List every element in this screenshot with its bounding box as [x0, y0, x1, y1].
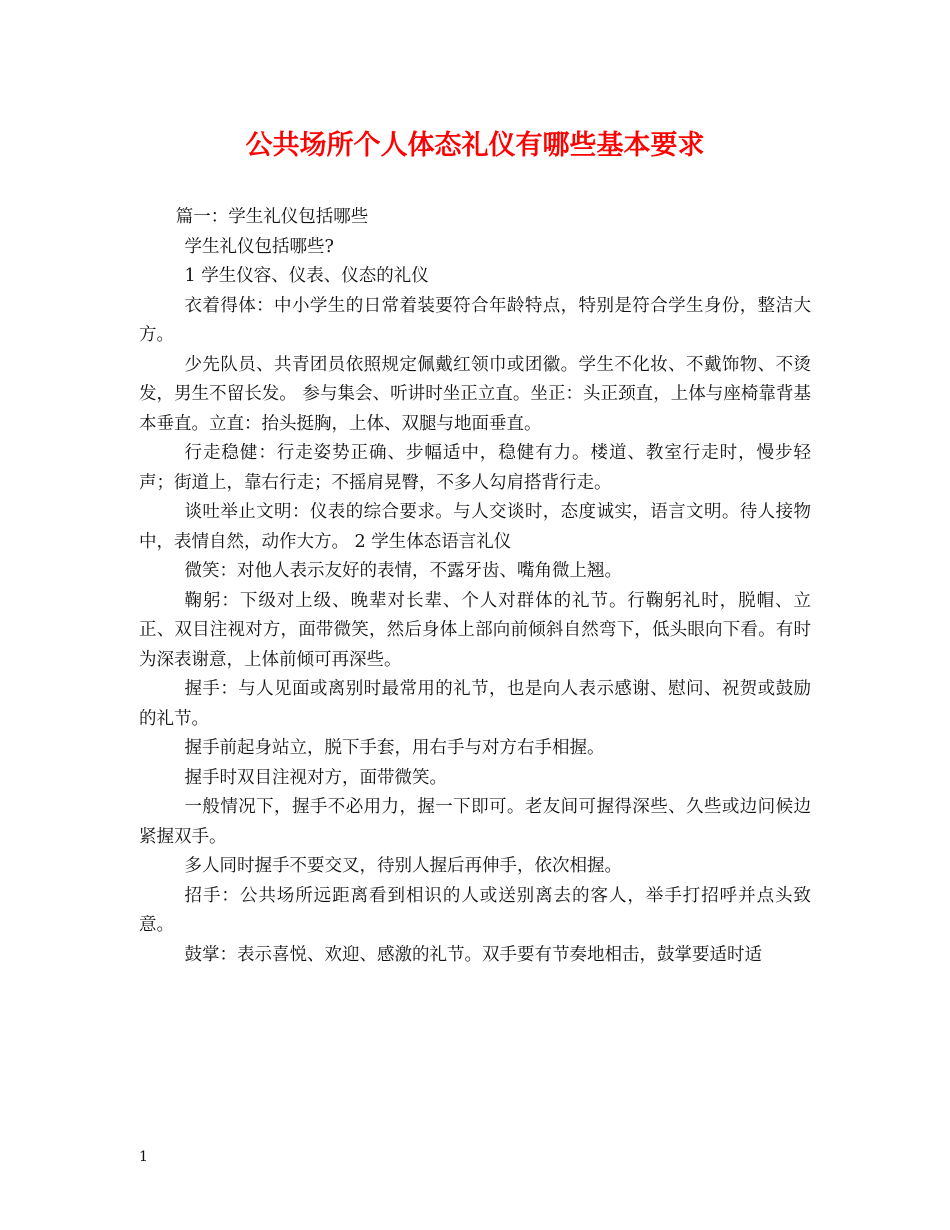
- paragraph: 行走稳健：行走姿势正确、步幅适中，稳健有力。楼道、教室行走时，慢步轻声；街道上，靠右行走；不摇肩晃臀，不多人勾肩搭背行走。: [139, 443, 811, 493]
- paragraph: 握手时双目注视对方，面带微笑。: [184, 767, 447, 788]
- paragraph: 谈吐举止文明：仪表的综合要求。与人交谈时，态度诚实，语言文明。待人接物中，表情自然，动作大方。 2 学生体态语言礼仪: [139, 502, 811, 552]
- page-number: 1: [139, 1149, 148, 1165]
- paragraph: 少先队员、共青团员依照规定佩戴红领巾或团徽。学生不化妆、不戴饰物、不烫发，男生不留长发。 参与集会、听讲时坐正立直。坐正：头正颈直，上体与座椅靠背基本垂直。立直：抬头挺胸，上体、双腿与地面垂直。: [139, 354, 811, 434]
- document-body: [139, 203, 811, 970]
- paragraph: 微笑：对他人表示友好的表情，不露牙齿、嘴角微上翘。: [184, 561, 622, 581]
- paragraph: 握手前起身站立，脱下手套，用右手与对方右手相握。: [184, 738, 605, 758]
- paragraph: 学生礼仪包括哪些?: [184, 236, 334, 257]
- paragraph: 多人同时握手不要交叉，待别人握后再伸手，依次相握。: [184, 856, 622, 876]
- section-heading: 篇一：学生礼仪包括哪些: [175, 207, 369, 227]
- document-title: 公共场所个人体态礼仪有哪些基本要求: [245, 130, 705, 161]
- paragraph: 鞠躬：下级对上级、晚辈对长辈、个人对群体的礼节。行鞠躬礼时，脱帽、立正、双目注视对方，面带微笑，然后身体上部向前倾斜自然弯下，低头眼向下看。有时为深表谢意，上体前倾可再深些。: [139, 590, 811, 670]
- paragraph: 1 学生仪容、仪表、仪态的礼仪: [184, 266, 429, 286]
- paragraph: 招手：公共场所远距离看到相识的人或送别离去的客人，举手打招呼并点头致意。: [139, 885, 811, 935]
- paragraph: 衣着得体：中小学生的日常着装要符合年龄特点，特别是符合学生身份，整洁大方。: [139, 295, 811, 345]
- paragraph: 一般情况下，握手不必用力，握一下即可。老友间可握得深些、久些或边问候边紧握双手。: [139, 797, 811, 847]
- paragraph: 握手：与人见面或离别时最常用的礼节，也是向人表示感谢、慰问、祝贺或鼓励的礼节。: [139, 679, 811, 729]
- paragraph: 鼓掌：表示喜悦、欢迎、感激的礼节。双手要有节奏地相击，鼓掌要适时适: [184, 944, 762, 965]
